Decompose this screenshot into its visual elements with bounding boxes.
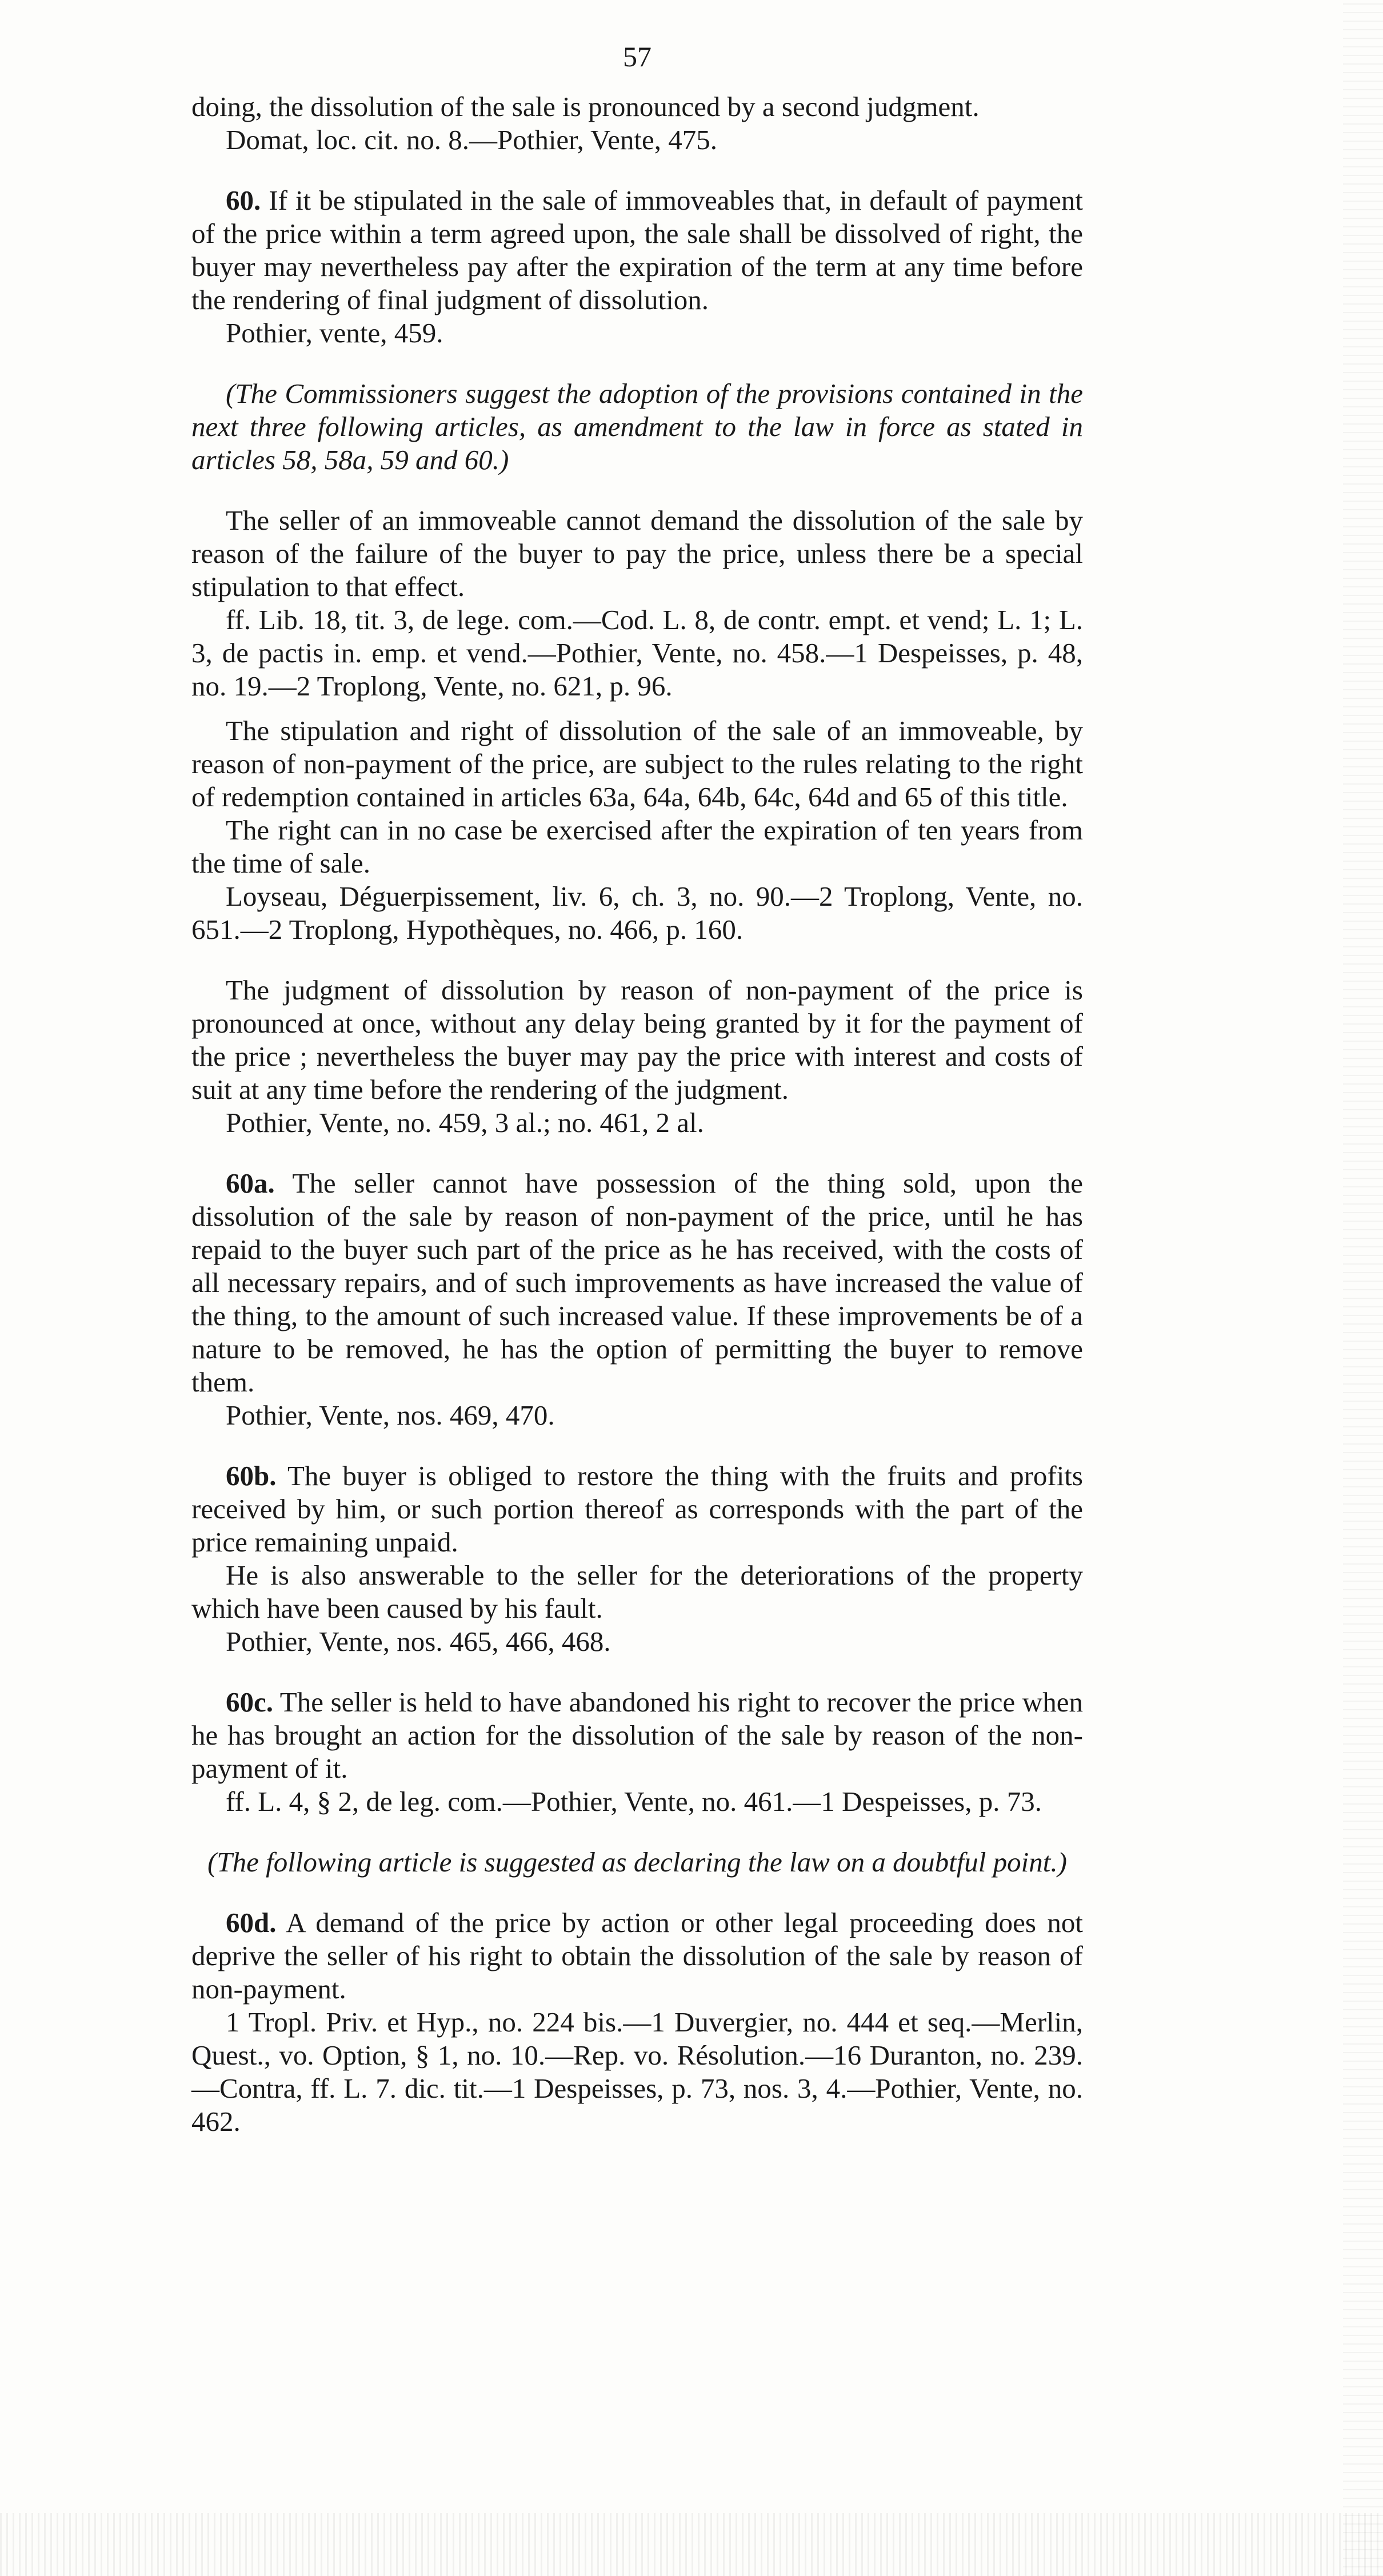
- article-number: 60c.: [226, 1686, 273, 1718]
- article-number: 60.: [226, 185, 261, 216]
- following-article-note: (The following article is suggested as declaring the law on a doubtful point.): [207, 1846, 1067, 1878]
- article-60b: [191, 1459, 1083, 1559]
- commissioners-note: (The Commissioners suggest the adoption of the provisions contained in the next three following articles, as amendment to the law in force as stated in articles 58, 58a, 59 and 60.): [191, 378, 1083, 475]
- paragraph-continuation: doing, the dissolution of the sale is pronounced by a second judgment.: [191, 91, 980, 122]
- page-number: 57: [623, 41, 651, 73]
- article-60: [191, 184, 1083, 317]
- citation: ff. L. 4, § 2, de leg. com.—Pothier, Vente, no. 461.—1 Despeisses, p. 73.: [226, 1786, 1042, 1817]
- citation: ff. Lib. 18, tit. 3, de lege. com.—Cod. L. 8, de contr. empt. et vend; L. 1; L. 3, de pactis in. emp. et vend.—Pothier, Vente, no. 458.—1 Despeisses, p. 48, no. 19.—2 Troplong, Vente, no. 621, p. 96.: [191, 604, 1083, 702]
- article-text: The seller is held to have abandoned his right to recover the price when he has brought an action for the dissolution of the sale by reason of the non-payment of it.: [191, 1686, 1083, 1784]
- article-text: A demand of the price by action or other legal proceeding does not deprive the seller of his right to obtain the dissolution of the sale by reason of non-payment.: [191, 1907, 1083, 2005]
- article-60c: [191, 1686, 1083, 1785]
- paragraph: The right can in no case be exercised after the expiration of ten years from the time of sale.: [191, 814, 1083, 879]
- article-number: 60b.: [226, 1460, 277, 1491]
- citation: Pothier, Vente, no. 459, 3 al.; no. 461, 2 al.: [226, 1107, 704, 1138]
- citation: Loyseau, Déguerpissement, liv. 6, ch. 3, no. 90.—2 Troplong, Vente, no. 651.—2 Troplong, Hypothèques, no. 466, p. 160.: [191, 881, 1083, 945]
- document-page: [191, 40, 1083, 2138]
- citation: Pothier, Vente, nos. 469, 470.: [226, 1399, 555, 1431]
- article-text: The buyer is obliged to restore the thing with the fruits and profits received by him, or such portion thereof as corresponds with the part of the price remaining unpaid.: [191, 1460, 1083, 1558]
- scan-noise-edge: [1343, 0, 1383, 2576]
- paragraph: The judgment of dissolution by reason of non-payment of the price is pronounced at once, without any delay being granted by it for the payment of the price ; nevertheless the buyer may pay the price with interest and costs of suit at any time before the rendering of the judgment.: [191, 974, 1083, 1105]
- article-number: 60d.: [226, 1907, 277, 1938]
- paragraph: The seller of an immoveable cannot demand the dissolution of the sale by reason of the failure of the buyer to pay the price, unless there be a special stipulation to that effect.: [191, 505, 1083, 602]
- citation: Pothier, vente, 459.: [226, 317, 443, 349]
- citation: 1 Tropl. Priv. et Hyp., no. 224 bis.—1 Duvergier, no. 444 et seq.—Merlin, Quest., vo. Option, § 1, no. 10.—Rep. vo. Résolution.—16 Duranton, no. 239.—Contra, ff. L. 7. dic. tit.—1 Despeisses, p. 73, nos. 3, 4.—Pothier, Vente, no. 462.: [191, 2006, 1083, 2137]
- scan-noise: [0, 2513, 1383, 2576]
- article-60a: [191, 1167, 1083, 1399]
- article-text: If it be stipulated in the sale of immoveables that, in default of payment of the price within a term agreed upon, the sale shall be dissolved of right, the buyer may nevertheless pay after the expiration of the term at any time before the rendering of final judgment of dissolution.: [191, 185, 1083, 315]
- paragraph: He is also answerable to the seller for the deteriorations of the property which have been caused by his fault.: [191, 1559, 1083, 1624]
- citation: Domat, loc. cit. no. 8.—Pothier, Vente, 475.: [226, 124, 717, 155]
- citation: Pothier, Vente, nos. 465, 466, 468.: [226, 1626, 611, 1657]
- article-60d: [191, 1906, 1083, 2006]
- paragraph: The stipulation and right of dissolution of the sale of an immoveable, by reason of non-payment of the price, are subject to the rules relating to the right of redemption contained in articles 63a, 64a, 64b, 64c, 64d and 65 of this title.: [191, 715, 1083, 813]
- article-text: The seller cannot have possession of the thing sold, upon the dissolution of the sale by reason of non-payment of the price, until he has repaid to the buyer such part of the price as he has received, with the costs of all necessary repairs, and of such improvements as have increased the value of the thing, to the amount of such increased value. If these improvements be of a nature to be removed, he has the option of permitting the buyer to remove them.: [191, 1167, 1083, 1398]
- article-number: 60a.: [226, 1167, 275, 1199]
